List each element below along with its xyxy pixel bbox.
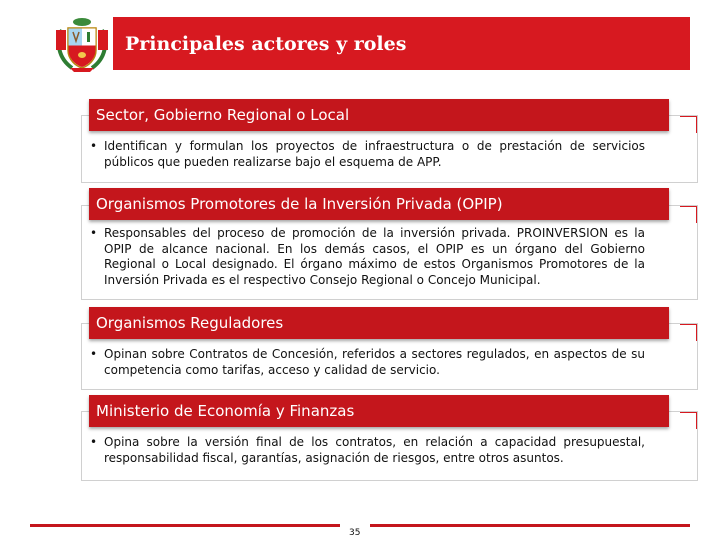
section-heading xyxy=(89,99,669,131)
title-bar xyxy=(113,17,690,70)
bullet-text: Identifican y formulan los proyectos de infraestructura o de prestación de servicios públicos que pueden realizarse bajo el esquema de APP. xyxy=(104,139,645,169)
coat-of-arms-logo xyxy=(54,16,110,74)
bullet-text: Opinan sobre Contratos de Concesión, referidos a sectores regulados, en aspectos de su competencia como tarifas, acceso y calidad de servicio. xyxy=(104,347,645,377)
bullet-icon: • xyxy=(90,435,98,449)
section-heading xyxy=(89,188,669,220)
section-bullet xyxy=(90,139,645,170)
section-heading-text: Ministerio de Economía y Finanzas xyxy=(96,402,355,420)
box-corner-accent xyxy=(680,206,697,223)
bullet-icon: • xyxy=(90,347,98,361)
section-heading-text: Organismos Reguladores xyxy=(96,314,284,332)
box-corner-accent xyxy=(680,116,697,133)
section-bullet xyxy=(90,226,645,288)
slide-title: Principales actores y roles xyxy=(125,32,407,55)
section-heading xyxy=(89,307,669,339)
footer-line-right xyxy=(370,524,690,527)
box-corner-accent xyxy=(680,412,697,429)
section-heading-text: Organismos Promotores de la Inversión Privada (OPIP) xyxy=(96,195,503,213)
box-corner-accent xyxy=(680,324,697,341)
footer-line-left xyxy=(30,524,340,527)
bullet-icon: • xyxy=(90,226,98,240)
section-bullet xyxy=(90,435,645,466)
bullet-text: Responsables del proceso de promoción de la inversión privada. PROINVERSION es la OPIP de alcance nacional. En los demás casos, el OPIP es un órgano del Gobierno Regional o Local designado. El órgano máximo de estos Organismos Promotores de la Inversión Privada es el respectivo Consejo Regional o Concejo Municipal. xyxy=(104,226,645,287)
page-number: 35 xyxy=(349,528,361,538)
bullet-text: Opina sobre la versión final de los contratos, en relación a capacidad presupuestal, responsabilidad fiscal, garantías, asignación de riesgos, entre otros asuntos. xyxy=(104,435,645,465)
section-heading-text: Sector, Gobierno Regional o Local xyxy=(96,106,350,124)
section-bullet xyxy=(90,347,645,378)
bullet-icon: • xyxy=(90,139,98,153)
section-heading xyxy=(89,395,669,427)
